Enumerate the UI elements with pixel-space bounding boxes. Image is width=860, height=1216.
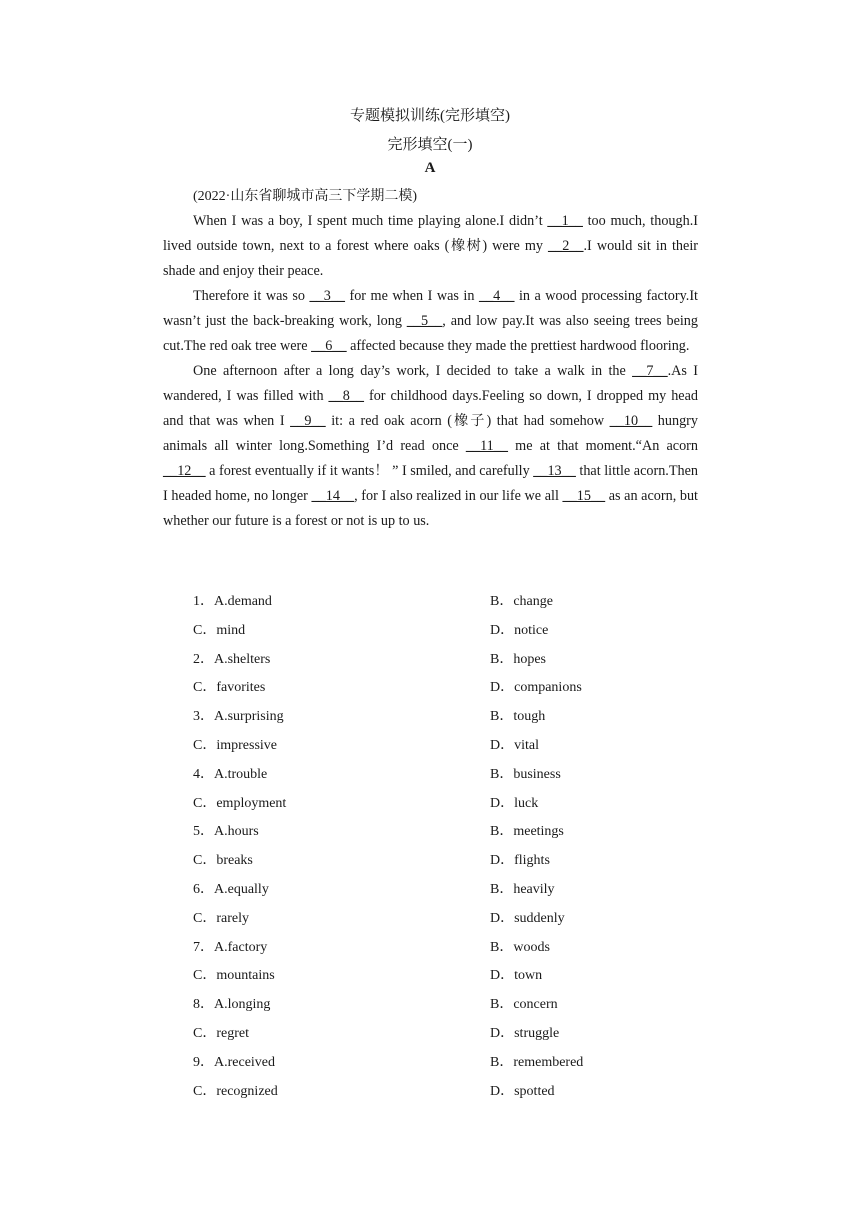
blank-number: __11__ — [465, 438, 508, 454]
option-row — [193, 648, 693, 677]
option-choice: D．town — [490, 968, 543, 984]
blank-number: __2__ — [548, 238, 584, 254]
passage — [163, 209, 698, 534]
passage-text: as an acorn, but whether our future is a forest or not is up to us. — [163, 488, 698, 529]
option-choice: B．change — [490, 594, 553, 609]
option-choice: 4．A.trouble — [193, 766, 268, 782]
option-choice: 3．A.surprising — [193, 709, 284, 725]
option-choice: B．woods — [490, 939, 550, 955]
blank-number: __13__ — [533, 463, 576, 479]
option-choice: D．vital — [490, 737, 539, 753]
passage-text: it: a red oak acorn (橡子) that had somehow — [325, 413, 610, 429]
exercise-title: 完形填空(一) — [387, 137, 473, 153]
option-choice: D．spotted — [490, 1083, 555, 1099]
option-choice: B．heavily — [490, 881, 555, 897]
blank-number: __7__ — [632, 363, 668, 379]
blank-number: __10__ — [609, 413, 653, 429]
option-row — [193, 849, 693, 878]
blank-number: __15__ — [562, 488, 606, 504]
option-row — [193, 1051, 693, 1080]
option-choice: 2．A.shelters — [193, 651, 271, 667]
option-row — [193, 792, 693, 821]
option-row — [193, 936, 693, 965]
option-row — [193, 1080, 693, 1109]
blank-number: __4__ — [478, 288, 515, 304]
blank-number: __12__ — [163, 463, 206, 479]
option-choice: C．mind — [193, 622, 246, 638]
blank-number: __8__ — [328, 388, 364, 404]
passage-text: hungry animals all winter long.Something I’d read once — [163, 413, 698, 454]
passage-text: Therefore it was so — [193, 288, 310, 304]
option-choice: D．luck — [490, 795, 539, 811]
passage-text: me at that moment.“An acorn — [507, 438, 698, 454]
option-choice: D．notice — [490, 622, 549, 638]
passage-text: .As I wandered, I was filled with — [163, 363, 698, 404]
option-choice: 1．A.demand — [193, 594, 272, 609]
option-choice: C．recognized — [193, 1083, 278, 1099]
options-list — [193, 590, 693, 1108]
passage-paragraph — [163, 359, 698, 534]
option-choice: B．hopes — [490, 651, 546, 667]
option-choice: C．impressive — [193, 737, 277, 753]
option-row — [193, 734, 693, 763]
document-title: 专题模拟训练(完形填空) — [350, 108, 510, 124]
passage-text: for me when I was in — [344, 288, 479, 304]
blank-number: __5__ — [406, 313, 443, 329]
source-note: (2022·山东省聊城市高三下学期二模) — [193, 189, 417, 204]
passage-text: that little acorn.Then I headed home, no longer — [163, 463, 699, 504]
blank-number: __1__ — [547, 213, 583, 229]
option-choice: C．breaks — [193, 853, 253, 869]
blank-number: __6__ — [311, 338, 347, 354]
option-choice: B．concern — [490, 997, 558, 1013]
option-row — [193, 820, 693, 849]
option-choice: B．remembered — [490, 1054, 584, 1070]
option-row — [193, 964, 693, 993]
option-choice: D．flights — [490, 853, 550, 869]
passage-text: , for I also realized in our life we all — [354, 488, 563, 504]
passage-text: a forest eventually if it wants！ ” I smiled, and carefully — [205, 463, 534, 479]
blank-number: __9__ — [290, 413, 326, 429]
option-choice: D．suddenly — [490, 910, 565, 926]
option-choice: B．meetings — [490, 824, 564, 840]
blank-number: __14__ — [311, 488, 355, 504]
option-choice: 6．A.equally — [193, 881, 269, 897]
option-choice: D．companions — [490, 680, 582, 696]
option-choice: 8．A.longing — [193, 997, 271, 1013]
blank-number: __3__ — [309, 288, 345, 304]
section-label: A — [424, 160, 436, 176]
option-row — [193, 878, 693, 907]
option-choice: B．business — [490, 766, 561, 782]
option-choice: C．employment — [193, 795, 287, 811]
option-row — [193, 993, 693, 1022]
option-choice: B．tough — [490, 709, 546, 725]
option-choice: D．struggle — [490, 1025, 560, 1041]
option-choice: 7．A.factory — [193, 939, 268, 955]
option-choice: 5．A.hours — [193, 824, 259, 840]
passage-text: , and low pay.It was also seeing trees being cut.The red oak tree were — [163, 313, 698, 354]
option-choice: 9．A.received — [193, 1054, 276, 1070]
option-row — [193, 676, 693, 705]
option-row — [193, 590, 693, 619]
passage-paragraph — [163, 284, 698, 359]
passage-text: One afternoon after a long day’s work, I decided to take a walk in the — [193, 363, 633, 379]
option-row — [193, 619, 693, 648]
passage-text: .I would sit in their shade and enjoy their peace. — [163, 238, 698, 279]
passage-text: too much, though.I lived outside town, next to a forest where oaks (橡树) were my — [163, 213, 698, 254]
option-row — [193, 907, 693, 936]
option-row — [193, 763, 693, 792]
option-row — [193, 1022, 693, 1051]
passage-text: affected because they made the prettiest hardwood flooring. — [346, 338, 690, 354]
passage-text: for childhood days.Feeling so down, I dropped my head and that was when I — [163, 388, 698, 429]
option-choice: C．rarely — [193, 910, 249, 926]
passage-text: When I was a boy, I spent much time playing alone.I didn’t — [193, 213, 548, 229]
option-choice: C．mountains — [193, 968, 275, 984]
passage-paragraph — [163, 209, 698, 284]
option-row — [193, 705, 693, 734]
passage-text: in a wood processing factory.It wasn’t just the back-breaking work, long — [163, 288, 698, 329]
option-choice: C．regret — [193, 1025, 249, 1041]
option-choice: C．favorites — [193, 680, 266, 696]
